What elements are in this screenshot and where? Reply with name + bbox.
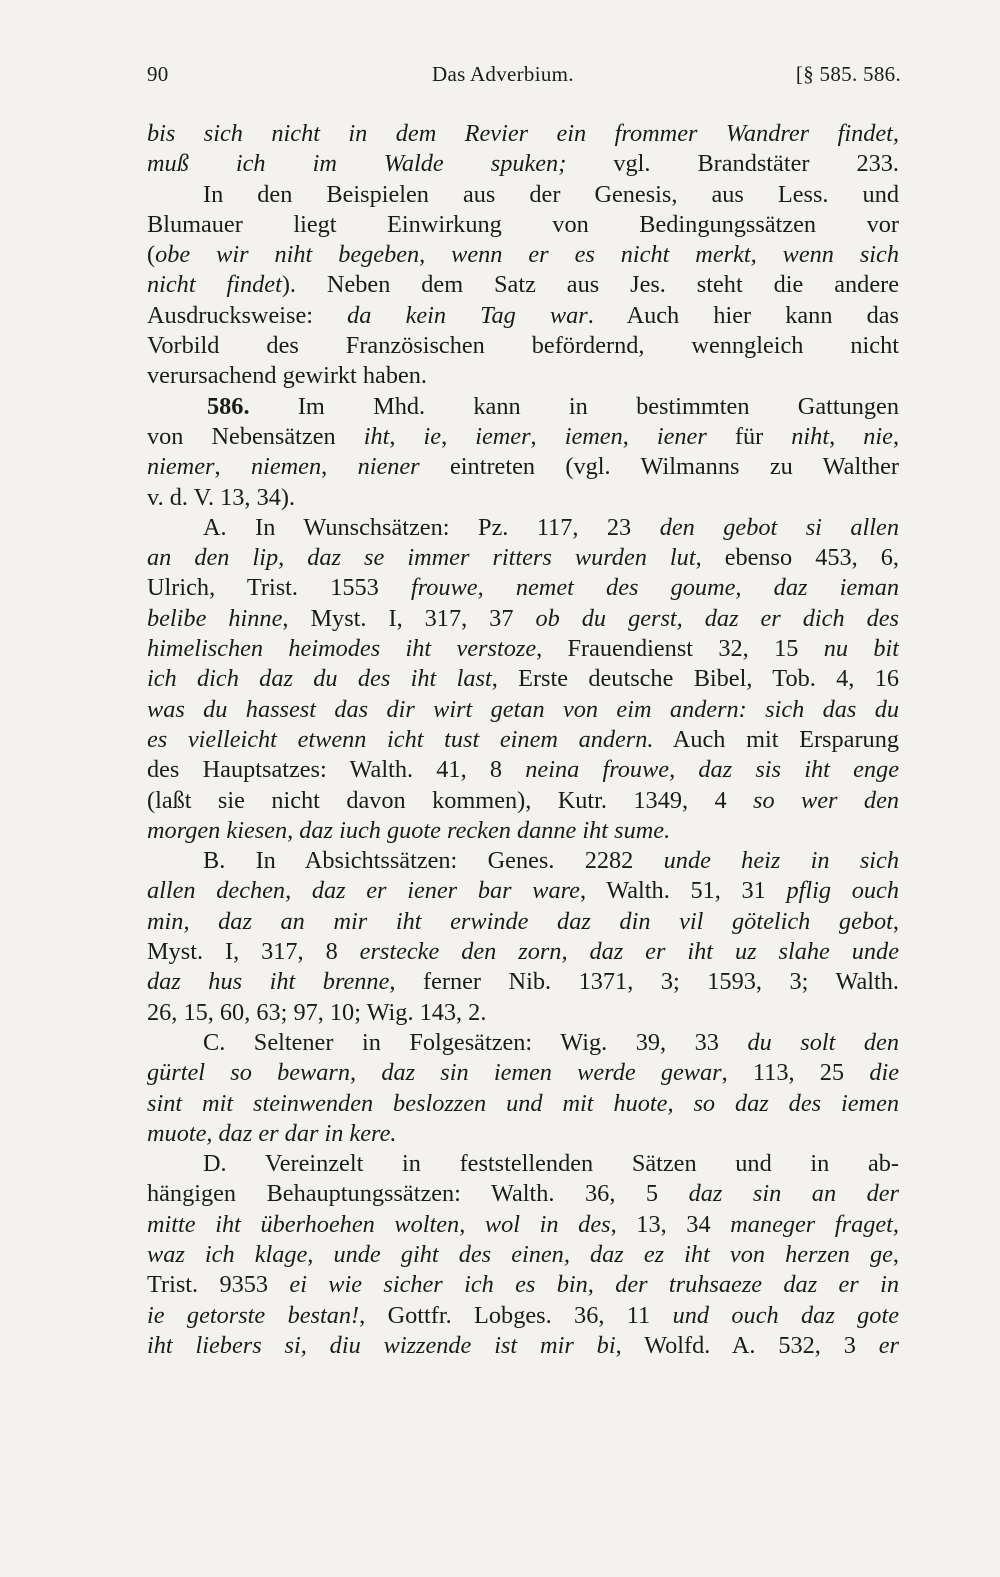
text-segment: , ferner Nib. 1371, 3; 1593, 3; Walth.	[389, 968, 899, 996]
text-segment: den gebot si allen	[659, 513, 899, 541]
text-segment: , Gottfr. Lobges. 36, 11	[359, 1301, 673, 1329]
text-segment: Auch mit Ersparung	[653, 725, 899, 753]
text-segment: , Wolfd. A. 532, 3	[615, 1331, 879, 1359]
text-segment: die	[869, 1059, 899, 1087]
text-segment: daz hus iht brenne	[147, 968, 390, 996]
text-line	[147, 634, 899, 664]
text-segment: iener	[656, 422, 707, 450]
text-segment: hängigen Behauptungssätzen: Walth. 36, 5	[147, 1180, 689, 1208]
text-segment: ei wie sicher ich es bin, der truhsaeze daz er in	[289, 1271, 899, 1299]
text-segment: , Erste deutsche Bibel, Tob. 4, 16	[491, 665, 899, 693]
text-segment: eintreten (vgl. Wilmanns zu Walther	[419, 453, 899, 481]
text-segment: . Auch hier kann das	[587, 301, 899, 329]
text-segment: Trist. 9353	[147, 1271, 290, 1299]
text-segment: Blumauer liegt Einwirkung von Bedingungssätzen vor	[147, 210, 899, 238]
text-segment: niemer	[147, 453, 215, 481]
text-line	[147, 786, 899, 816]
text-segment: nu bit	[823, 635, 899, 663]
text-line	[147, 1270, 899, 1300]
text-segment: ,	[622, 422, 657, 450]
text-segment: unde heiz in sich	[663, 847, 899, 875]
running-title: Das Adverbium.	[432, 62, 574, 86]
text-segment: ,	[829, 422, 864, 450]
text-segment: , Frauendienst 32, 15	[536, 635, 824, 663]
text-segment: ie getorste bestan!	[147, 1301, 360, 1329]
text-line	[147, 301, 899, 331]
text-segment: In den Beispielen aus der Genesis, aus Less. und	[203, 180, 899, 208]
text-segment: Myst. I, 317, 8	[147, 938, 360, 966]
text-line	[147, 1210, 899, 1240]
text-segment: mitte iht überhoehen wolten, wol in des	[147, 1210, 611, 1238]
text-segment: frouwe, nemet des goume, daz ieman	[410, 574, 899, 602]
text-line	[147, 361, 899, 391]
text-segment: muß ich im Walde spuken;	[147, 150, 567, 178]
text-segment: verursachend gewirkt haben.	[147, 362, 427, 390]
text-line	[147, 543, 899, 573]
text-line	[147, 1301, 899, 1331]
text-segment: des Hauptsatzes: Walth. 41, 8	[147, 756, 526, 784]
text-segment: , Myst. I, 317, 37	[282, 604, 536, 632]
text-segment: ie	[423, 422, 442, 450]
text-segment: bis sich nicht in dem Revier ein frommer Wandrer findet,	[147, 120, 899, 147]
text-segment: vgl. Brandstäter 233.	[566, 150, 899, 178]
text-segment: iemen	[564, 422, 623, 450]
text-segment: ,	[321, 453, 358, 481]
text-line	[147, 1179, 899, 1209]
text-segment: D. Vereinzelt in feststellenden Sätzen und in ab-	[203, 1150, 899, 1178]
section-reference: [§ 585. 586.	[795, 62, 901, 86]
text-segment: , Walth. 51, 31	[579, 877, 787, 905]
text-segment: ,	[441, 422, 476, 450]
text-segment: er	[878, 1331, 899, 1359]
page-number: 90	[147, 62, 169, 86]
text-segment: ob du gerst, daz er dich des	[535, 604, 899, 632]
text-line	[147, 664, 899, 694]
text-segment: allen dechen, daz er iener bar ware	[147, 877, 580, 905]
text-segment: Vorbild des Französischen befördernd, wenngleich nicht	[147, 332, 899, 360]
text-segment: muote, daz er dar in kere.	[147, 1119, 397, 1147]
text-line	[147, 1058, 899, 1088]
text-segment: C. Seltener in Folgesätzen: Wig. 39, 33	[203, 1028, 748, 1056]
text-line	[147, 1119, 899, 1149]
text-segment: es vielleicht etwenn icht tust einem andern.	[147, 725, 654, 753]
text-line	[147, 483, 899, 513]
text-segment: sint mit steinwenden beslozzen und mit huote, so daz des iemen	[147, 1089, 899, 1117]
text-segment: ,	[530, 422, 565, 450]
running-header	[147, 62, 901, 92]
text-line	[147, 1240, 899, 1270]
text-line	[147, 573, 899, 603]
text-segment: und ouch daz gote	[672, 1301, 899, 1329]
text-line	[147, 422, 899, 452]
text-segment: belibe hinne	[147, 604, 283, 632]
text-line	[147, 1149, 899, 1179]
text-segment: , 13, 34	[610, 1210, 731, 1238]
text-segment: Im Mhd. kann in bestimmten Gattungen	[249, 392, 899, 420]
text-segment: iht liebers si, diu wizzende ist mir bi	[147, 1331, 616, 1359]
text-segment: v. d. V. 13, 34).	[147, 483, 296, 511]
text-line	[147, 876, 899, 906]
text-line	[147, 210, 899, 240]
text-segment: , ebenso 453, 6,	[695, 544, 899, 572]
text-line	[147, 604, 899, 634]
text-segment: ich dich daz du des iht last	[147, 665, 492, 693]
text-line	[147, 846, 899, 876]
text-segment: min, daz an mir iht erwinde daz din vil götelich gebot	[147, 907, 893, 935]
text-segment: von Nebensätzen	[147, 422, 364, 450]
text-segment: ,	[214, 453, 251, 481]
text-line	[147, 270, 899, 300]
text-line	[147, 119, 899, 149]
text-segment: maneger fraget,	[730, 1210, 899, 1238]
text-line	[147, 725, 899, 755]
text-segment: obe wir niht begeben, wenn er es nicht merkt, wenn sich	[155, 241, 899, 269]
text-segment: da kein Tag war	[347, 301, 588, 329]
text-line	[147, 240, 899, 270]
text-segment: ,	[389, 422, 424, 450]
text-line	[147, 907, 899, 937]
text-line	[147, 937, 899, 967]
text-segment: niemen	[250, 453, 322, 481]
text-segment: himelischen heimodes iht verstoze	[147, 635, 537, 663]
text-line	[147, 1331, 899, 1361]
text-segment: was du hassest das dir wirt getan von eim andern: sich das du	[147, 695, 899, 723]
text-segment: 26, 15, 60, 63; 97, 10; Wig. 143, 2.	[147, 998, 487, 1026]
text-line	[147, 1028, 899, 1058]
text-segment: iht	[363, 422, 390, 450]
text-segment: erstecke den zorn, daz er iht uz slahe unde	[359, 938, 899, 966]
text-line	[147, 392, 899, 422]
text-line	[147, 149, 899, 179]
text-segment: an den lip, daz se immer ritters wurden lut	[147, 544, 696, 572]
text-line	[147, 513, 899, 543]
text-segment: gürtel so bewarn, daz sin iemen werde gewar	[147, 1059, 722, 1087]
text-segment: morgen kiesen, daz iuch guote recken danne iht sume.	[147, 816, 671, 844]
body-text	[147, 119, 899, 1361]
text-segment: waz ich klage, unde giht des einen, daz ez iht von herzen ge	[147, 1240, 893, 1268]
text-segment: nie	[863, 422, 893, 450]
text-line	[147, 755, 899, 785]
section-number: 586.	[207, 392, 250, 420]
text-segment: daz sin an der	[688, 1180, 899, 1208]
text-segment: so wer den	[753, 786, 899, 814]
text-line	[147, 331, 899, 361]
text-segment: , 113, 25	[721, 1059, 870, 1087]
text-segment: niener	[357, 453, 420, 481]
text-line	[147, 180, 899, 210]
text-segment: iemer	[475, 422, 531, 450]
text-segment: A. In Wunschsätzen: Pz. 117, 23	[203, 513, 660, 541]
text-segment: neina frouwe, daz sis iht enge	[525, 756, 899, 784]
text-segment: pflig ouch	[786, 877, 899, 905]
text-line	[147, 998, 899, 1028]
text-segment: nicht findet	[147, 271, 282, 299]
text-segment: ,	[892, 1240, 899, 1268]
text-segment: du solt den	[747, 1028, 899, 1056]
text-segment: (laßt sie nicht davon kommen), Kutr. 1349, 4	[147, 786, 754, 814]
text-segment: (	[147, 241, 156, 269]
text-segment: für	[706, 422, 792, 450]
text-line	[147, 1089, 899, 1119]
text-segment: ). Neben dem Satz aus Jes. steht die andere	[281, 271, 899, 299]
text-segment: Ulrich, Trist. 1553	[147, 574, 411, 602]
text-line	[147, 452, 899, 482]
text-line	[147, 695, 899, 725]
text-segment: Ausdrucksweise:	[147, 301, 348, 329]
text-line	[147, 816, 899, 846]
text-segment: ,	[892, 907, 899, 935]
text-segment: B. In Absichtssätzen: Genes. 2282	[203, 847, 664, 875]
text-segment: niht	[791, 422, 830, 450]
text-line	[147, 967, 899, 997]
text-segment: ,	[892, 422, 899, 450]
